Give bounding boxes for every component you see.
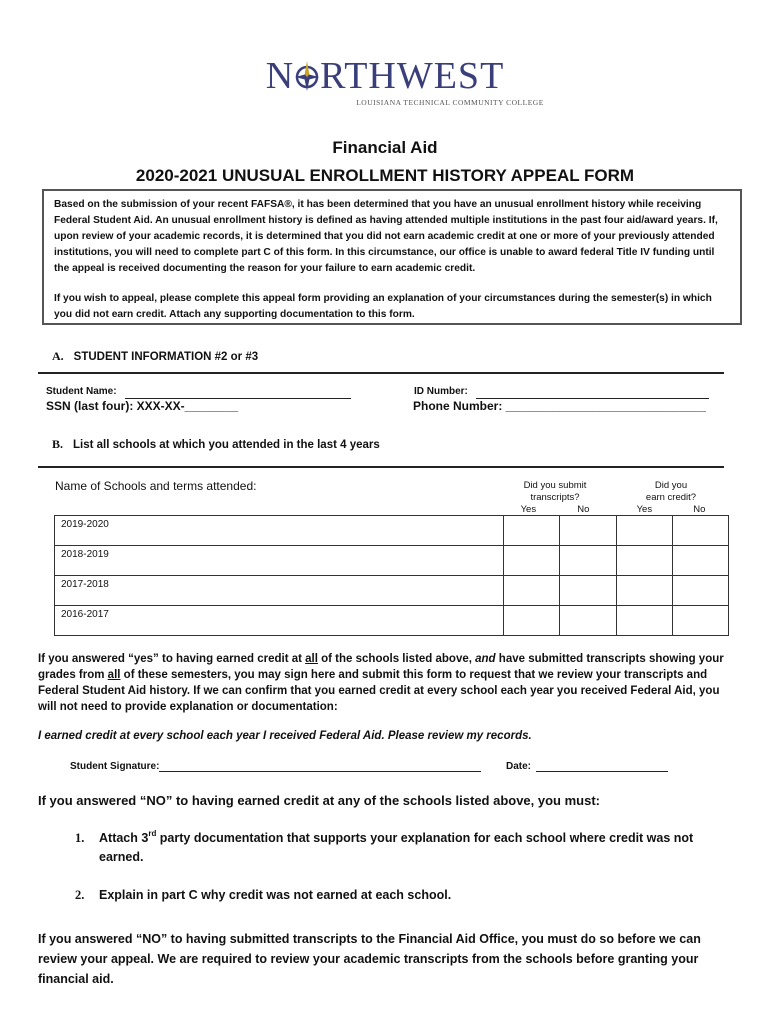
- page-title: Financial Aid: [332, 138, 438, 157]
- submit-yes-cell[interactable]: [504, 516, 560, 546]
- ssn-field[interactable]: SSN (last four): XXX-XX-________: [46, 399, 239, 413]
- section-b-heading: [52, 437, 380, 452]
- earn-header-line1: Did you: [654, 480, 688, 491]
- submit-yes-cell[interactable]: [504, 576, 560, 606]
- compass-star-icon: [294, 61, 320, 91]
- earn-yes-label: Yes: [636, 504, 653, 515]
- id-number-line[interactable]: [476, 388, 709, 399]
- signature-field[interactable]: [70, 761, 481, 772]
- p1-part-a: If you answered “yes” to having earned credit at: [38, 653, 306, 665]
- list-text: Explain in part C why credit was not earned at each school.: [99, 888, 452, 902]
- student-name-line[interactable]: [125, 388, 351, 399]
- item1-text-a: Attach 3: [99, 831, 149, 845]
- list-number: 2.: [75, 888, 85, 902]
- college-logo: [0, 56, 770, 107]
- submit-no-cell[interactable]: [560, 516, 616, 546]
- intro-paragraph-1: Based on the submission of your recent FAFSA®, it has been determined that you have an unusual enrollment history while receiving Federal Student Aid. An unusual enrollment history is defined as having attended multiple institutions in the past four aid/award years. If, upon review of your academic records, it is determined that you did not earn academic credit at one or more of your previously attended institutions, you will need to complete part C of this form. In this circumstance, our office is unable to award federal Title IV funding until the appeal is received documenting the reason for your failure to earn academic credit.: [54, 199, 718, 274]
- p1-part-b: of the schools listed above,: [317, 653, 476, 665]
- date-label: Date:: [506, 761, 532, 772]
- section-b-divider: [38, 466, 724, 468]
- submit-yes-cell[interactable]: [504, 546, 560, 576]
- earn-no-cell[interactable]: [672, 516, 728, 546]
- list-text: [99, 829, 699, 867]
- section-a-letter: A.: [52, 349, 64, 363]
- p1-all: all: [305, 653, 318, 665]
- item1-text-b: party documentation that supports your explanation for each school where credit was not earned.: [99, 831, 694, 864]
- list-item: [75, 886, 715, 906]
- p1-all-2: all: [107, 669, 121, 681]
- section-b-letter: B.: [52, 437, 64, 451]
- submit-no-cell[interactable]: [560, 576, 616, 606]
- schools-label: Name of Schools and terms attended:: [55, 479, 257, 493]
- section-a-divider: [38, 372, 724, 374]
- submit-header-line1: Did you submit: [523, 480, 587, 491]
- student-name-field[interactable]: [46, 381, 351, 399]
- earn-no-cell[interactable]: [672, 606, 728, 636]
- submit-transcripts-header: [500, 480, 610, 516]
- logo-subtitle: LOUISIANA TECHNICAL COMMUNITY COLLEGE: [356, 98, 544, 107]
- earn-yes-cell[interactable]: [616, 546, 672, 576]
- earn-yes-cell[interactable]: [616, 576, 672, 606]
- no-credit-heading: If you answered “NO” to having earned credit at any of the schools listed above, you must:: [38, 793, 601, 808]
- intro-box: [42, 189, 742, 325]
- school-name-cell[interactable]: 2018-2019: [55, 546, 504, 576]
- p1-and: and: [475, 653, 496, 665]
- table-row: [55, 606, 729, 636]
- student-name-label: Student Name:: [46, 386, 117, 397]
- id-number-label: ID Number:: [414, 386, 468, 397]
- earn-yes-cell[interactable]: [616, 516, 672, 546]
- earn-no-label: No: [693, 504, 706, 515]
- signature-label: Student Signature:: [70, 761, 160, 772]
- earn-header-line2: earn credit?: [645, 492, 697, 503]
- table-row: [55, 576, 729, 606]
- certification-statement: I earned credit at every school each year I received Federal Aid. Please review my records.: [38, 730, 532, 742]
- p1-part-d: of these semesters, you may sign here and submit this form to request that we review your transcripts and Federal Student Aid history. If we can confirm that you earned credit at every school each year you received Federal Aid, you will not need to provide explanation or documentation:: [38, 669, 720, 713]
- submit-yes-cell[interactable]: [504, 606, 560, 636]
- list-number: 1.: [75, 831, 85, 845]
- earn-no-cell[interactable]: [672, 546, 728, 576]
- phone-field[interactable]: Phone Number: ______________________________: [413, 399, 706, 413]
- item1-superscript: rd: [148, 829, 157, 838]
- transcripts-instructions: If you answered “NO” to having submitted transcripts to the Financial Aid Office, you must do so before we can review your appeal. We are required to review your academic transcripts from the schools before granting your financial aid.: [38, 932, 701, 986]
- signature-line[interactable]: [159, 761, 481, 772]
- table-row: [55, 546, 729, 576]
- school-name-cell[interactable]: 2019-2020: [55, 516, 504, 546]
- earn-no-cell[interactable]: [672, 576, 728, 606]
- earn-credit-header: [616, 480, 726, 516]
- logo-text-pre: N: [265, 55, 295, 97]
- table-row: [55, 516, 729, 546]
- form-title: 2020-2021 UNUSUAL ENROLLMENT HISTORY APPEAL FORM: [135, 166, 635, 185]
- school-name-cell[interactable]: 2016-2017: [55, 606, 504, 636]
- id-number-field[interactable]: [414, 381, 709, 399]
- submit-no-cell[interactable]: [560, 606, 616, 636]
- school-name-cell[interactable]: 2017-2018: [55, 576, 504, 606]
- logo-text-post: RTHWEST: [320, 55, 505, 97]
- submit-no-cell[interactable]: [560, 546, 616, 576]
- date-field[interactable]: [506, 761, 668, 772]
- p1-part-c: have submitted transcripts showing your grades from: [38, 653, 724, 681]
- submit-yes-label: Yes: [520, 504, 537, 515]
- list-item: [75, 829, 715, 869]
- section-b-title: List all schools at which you attended in the last 4 years: [73, 439, 380, 451]
- submit-no-label: No: [577, 504, 590, 515]
- yes-instructions: [38, 651, 738, 715]
- date-line[interactable]: [536, 761, 668, 772]
- submit-header-line2: transcripts?: [530, 492, 580, 503]
- schools-table: [54, 515, 729, 636]
- section-a-title: STUDENT INFORMATION #2 or #3: [73, 351, 259, 363]
- intro-paragraph-2: If you wish to appeal, please complete this appeal form providing an explanation of your circumstances during the semester(s) in which you did not earn credit. Attach any supporting documentation to this form.: [54, 293, 712, 320]
- section-a-heading: [52, 349, 258, 364]
- earn-yes-cell[interactable]: [616, 606, 672, 636]
